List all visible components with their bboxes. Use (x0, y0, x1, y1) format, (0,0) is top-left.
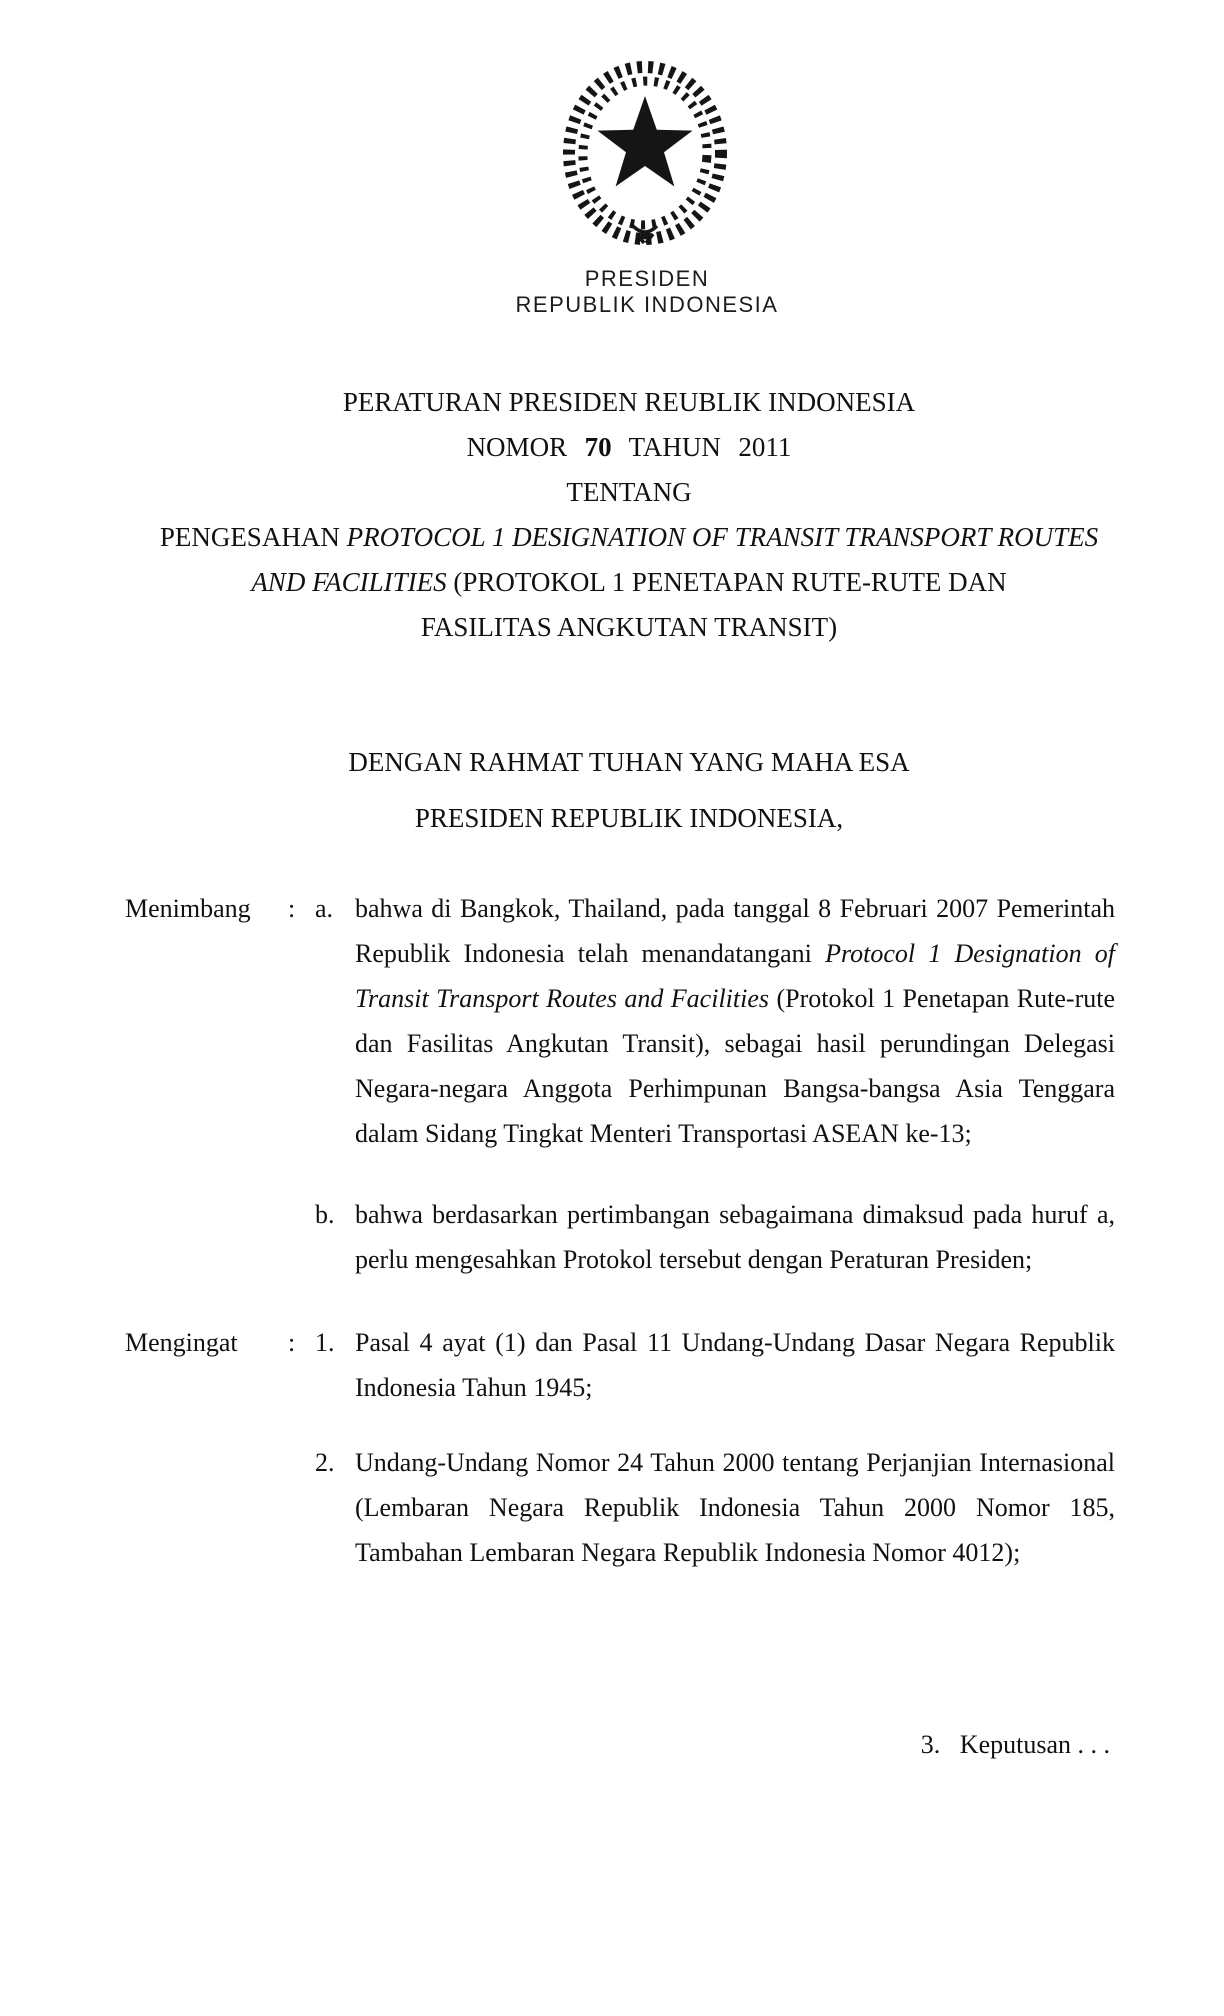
item-marker-2: 2. (315, 1448, 335, 1477)
item-text-2: Undang-Undang Nomor 24 Tahun 2000 tentang Perjanjian Internasional (Lembaran Negara Republik Indonesia Tahun 2000 Nomor 185, Tambahan Lembaran Negara Republik Indonesia Nomor 4012); (355, 1448, 1115, 1567)
regulation-title (17, 380, 1224, 650)
item-text-a: bahwa di Bangkok, Thailand, pada tanggal 8 Februari 2007 Pemerintah Republik Indonesia telah menandatangani Protocol 1 Designation of Transit Transport Routes and Facilities (Protokol 1 Penetapan Rute-rute dan Fasilitas Angkutan Transit), sebagai hasil perundingan Delegasi Negara-negara Anggota Perhimpunan Bangsa-bangsa Asia Tenggara dalam Sidang Tingkat Menteri Transportasi ASEAN ke-13; (355, 894, 1115, 1148)
item-marker-a: a. (315, 894, 334, 923)
title-line-and-facilities: AND FACILITIES (PROTOKOL 1 PENETAPAN RUTE-RUTE DAN (251, 567, 1007, 597)
letterhead-line-republik-indonesia: REPUBLIK INDONESIA (515, 292, 779, 317)
preamble (17, 740, 1224, 841)
recalling-items (315, 1320, 1115, 1575)
recalling-item-2 (315, 1440, 1115, 1575)
item-text-b: bahwa berdasarkan pertimbangan sebagaimana dimaksud pada huruf a, perlu mengesahkan Protokol tersebut dengan Peraturan Presiden; (355, 1200, 1115, 1274)
title-line-tentang: TENTANG (566, 477, 692, 507)
considering-label: Menimbang (125, 894, 251, 923)
considering-items (315, 886, 1115, 1282)
item-marker-b: b. (315, 1200, 335, 1229)
page-catchword: 3. Keputusan . . . (920, 1730, 1110, 1759)
preamble-presiden-line: PRESIDEN REPUBLIK INDONESIA, (414, 803, 844, 833)
preamble-rahmat-line: DENGAN RAHMAT TUHAN YANG MAHA ESA (348, 747, 910, 777)
title-line-pengesahan: PENGESAHAN PROTOCOL 1 DESIGNATION OF TRANSIT TRANSPORT ROUTES (159, 522, 1099, 552)
item-text-1: Pasal 4 ayat (1) dan Pasal 11 Undang-Undang Dasar Negara Republik Indonesia Tahun 1945; (355, 1328, 1115, 1402)
considering-section (125, 886, 1115, 1282)
considering-colon: : (288, 894, 296, 923)
presidential-star-wreath-icon (553, 58, 738, 248)
recalling-colon: : (288, 1328, 296, 1357)
considering-item-b (315, 1192, 1115, 1282)
title-line-fasilitas: FASILITAS ANGKUTAN TRANSIT) (420, 612, 838, 642)
recalling-label: Mengingat (125, 1328, 238, 1357)
letterhead (35, 266, 1224, 318)
considering-item-a (315, 886, 1115, 1156)
letterhead-line-presiden: PRESIDEN (584, 266, 710, 291)
recalling-section (125, 1320, 1115, 1575)
recalling-item-1 (315, 1320, 1115, 1410)
title-line-peraturan: PERATURAN PRESIDEN REUBLIK INDONESIA (342, 387, 916, 417)
title-line-nomor: NOMOR 70 TAHUN 2011 (466, 432, 792, 462)
item-marker-1: 1. (315, 1328, 335, 1357)
